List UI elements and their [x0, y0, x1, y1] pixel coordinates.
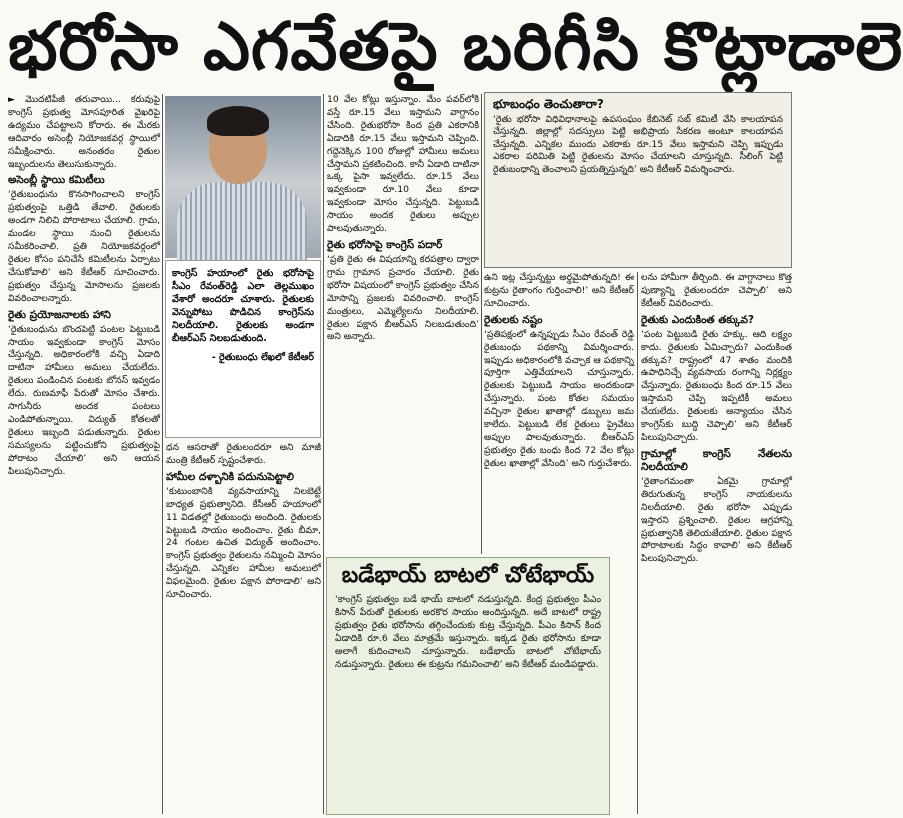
subheading: రైతు భరోసాపై కాంగ్రెస్ పదార్	[327, 238, 443, 251]
column-divider	[323, 94, 324, 814]
highlight-box	[326, 557, 610, 815]
quote-box	[165, 260, 321, 438]
subheading: అసెంబ్లీ స్థాయి కమిటీలు	[8, 174, 105, 187]
article-column-4	[484, 272, 634, 554]
quote-text: కాంగ్రెస్‌ హయాంలో రైతు భరోసాపై సీఎం రేవంత్‌రెడ్డి ఎలా తెల్లముఖం వేశారో అందరూ చూశారు. రైతులకు వెన్నుపోటు పొడిచిన కాంగ్రెస్‌ను నిలదీయాలి. రైతులకు అండగా బీఆర్‌ఎస్‌ నిలబడుతుంది.	[172, 268, 314, 344]
shirt-shape	[177, 182, 307, 262]
subheading: హామీల దళ్బానికి పదునుపెట్టాలి	[166, 470, 294, 483]
paragraph: ‘రైతుబంధును బొందపెట్టి పంటల పెట్టుబడి సాయం ఇవ్వకుండా కాంగ్రెస్ మోసం చేస్తున్నది. అధికారంలోకి వచ్చి ఏడాది దాటినా హామీలు అమలు చేయలేదు. రైతులు పండించిన పంటకు బోనస్ ఇవ్వడం లేదు. రుణమాఫీ పేరుతో మోసం చేశారు. సాగునీరు అందక పంటలు ఎండిపోతున్నాయి. విద్యుత్ కోతలతో రైతులు ఇబ్బంది పడుతున్నారు. రైతుల సమస్యలను పట్టించుకోని ప్రభుత్వంపై పోరాటం చేయాలి’ అని ఆయన పిలుపునిచ్చారు.	[8, 323, 160, 477]
article-column-5	[641, 272, 792, 814]
column-divider	[637, 272, 638, 814]
paragraph: 10 వేల కోట్లు ఇస్తున్నాం. మేం పవర్‌లోకి వస్తే రూ.15 వేలు ఇస్తామని వాగ్దానం చేసింది. రైతుభరోసా కింద ప్రతి ఎకరానికి ఏడాదికి రూ.15 వేలు ఇస్తామని చెప్పింది. గద్దెనెక్కిన 100 రోజుల్లో హామీలు అమలు చేస్తామని ప్రకటించింది. కానీ ఏడాది దాటినా ఒక్క పైసా ఇవ్వలేదు. రూ.15 వేలు ఇవ్వకుండా రూ.10 వేలు కూడా ఇవ్వకుండా మోసం చేస్తున్నది. పెట్టుబడి సాయం అందక రైతులు అప్పుల పాలవుతున్నారు.	[327, 94, 479, 235]
info-box	[484, 92, 792, 268]
subheading: రైతులకు నష్టం	[484, 313, 543, 326]
paragraph: ‘ప్రతిపక్షంలో ఉన్నప్పుడు సీఎం రేవంత్ రెడ్డి రైతుబంధు పథకాన్ని విమర్శించారు. ఇప్పుడు అధికారంలోకి వచ్చాక ఆ పథకాన్ని పూర్తిగా ఎత్తివేయాలని చూస్తున్నారు. రైతులకు పెట్టుబడి సాయం అందకుండా చేస్తున్నారు. పంట కోతల సమయం వచ్చినా రైతుల ఖాతాల్లో డబ్బులు జమ కాలేదు. పెట్టుబడి లేక రైతులు ప్రైవేటు అప్పుల పాలవుతున్నారు. బీఆర్‌ఎస్ ప్రభుత్వం రైతు బంధు కింద 72 వేల కోట్లు రైతుల ఖాతాల్లో వేసింది’ అని గుర్తుచేశారు.	[484, 328, 634, 469]
subheading: రైతు ప్రయోజనాలకు హాని	[8, 308, 111, 321]
quote-signature: - రైతుబంధు లేఖలో కేటీఆర్	[211, 352, 314, 363]
paragraph: ‘ప్రతి రైతు ఈ విషయాన్ని కరపత్రాల ద్వారా గ్రామ గ్రామాన ప్రచారం చేయాలి. రైతు భరోసా విషయంలో కాంగ్రెస్ ప్రభుత్వం చేసిన మోసాన్ని ప్రజలకు వివరించాలి. కాంగ్రెస్ మంత్రులు, ఎమ్మెల్యేలను నిలదీయాలి. రైతుల పక్షాన బీఆర్‌ఎస్ నిలబడుతుంది’ అని అన్నారు.	[327, 253, 479, 343]
article-column-2	[166, 442, 321, 814]
paragraph: లను హామీగా తీర్చింది. ఈ వాగ్దానాలు కొత్త పుణ్యాన్ని రైతులందరూ చెప్పాలి’ అని కేటీఆర్ వివరించారు.	[641, 272, 792, 309]
highlight-box-text: ‘కాంగ్రెస్ ప్రభుత్వం బడే భాయ్ బాటలో నడుస్తున్నది. కేంద్ర ప్రభుత్వం పీఎం కిసాన్ పేరుతో రైతులకు అరకొర సాయం అందిస్తున్నది. అదే బాటలో రాష్ట్ర ప్రభుత్వం రైతు భరోసాను తగ్గించేందుకు కుట్ర చేస్తున్నది. పీఎం కిసాన్ కింద ఏడాదికి రూ.6 వేలు మాత్రమే ఇస్తున్నారు. ఇక్కడ రైతు భరోసాను కూడా అలాగే కుదించాలని చూస్తున్నారు. బడేభాయ్ బాటలో చోటేభాయ్ నడుస్తున్నారు. రైతులు ఈ కుట్రను గమనించాలి’ అని కేటీఆర్ మండిపడ్డారు.	[335, 594, 601, 670]
column-divider	[481, 94, 482, 554]
paragraph: ‘కుటుంబానికి వ్యవసాయాన్ని నిలబెట్టే బాధ్యత ప్రభుత్వానిది. కేసీఆర్ హయాంలో 11 విడతల్లో రైతుబంధు అందింది. రైతులకు పెట్టుబడి సాయం అందించాం. రైతు బీమా, 24 గంటల ఉచిత విద్యుత్ అందించాం. కాంగ్రెస్ ప్రభుత్వం రైతులను నమ్మించి మోసం చేస్తున్నది. ఎన్నికల హామీల అమలులో విఫలమైంది. రైతుల పక్షాన పోరాడాలి’ అని సూచించారు.	[166, 485, 321, 601]
subheading: రైతుకు ఎందుకింత తక్కువ?	[641, 313, 755, 326]
headline: భరోసా ఎగవేతపై బరిగీసి కొట్లాడాలె	[8, 8, 903, 85]
paragraph: ‘రైతాంగమంతా ఏకమై గ్రామాల్లో తిరుగుతున్న కాంగ్రెస్ నాయకులను నిలదీయాలి. రైతు భరోసా ఎప్పుడు ఇస్తారని ప్రశ్నించాలి. రైతుల ఆగ్రహాన్ని ప్రభుత్వానికి తెలియజేయాలి. రైతుల పక్షాన పోరాటాలకు సిద్ధం కావాలి’ అని కేటీఆర్ పిలుపునిచ్చారు.	[641, 475, 792, 565]
article-column-3	[327, 94, 479, 552]
ktr-photo	[165, 96, 321, 258]
paragraph: ధన ఆసరాతో రైతులందరూ అని మాజీ మంత్రి కేటీఆర్ స్పష్టంచేశారు.	[166, 442, 321, 466]
paragraph: ‘రైతుబంధును కొనసాగించాలని కాంగ్రెస్ ప్రభుత్వంపై ఒత్తిడి తేవాలి. రైతులకు అండగా నిలిచి పోరాటాలు చేయాలి. గ్రామ, మండల స్థాయి నుంచి రైతులను సమీకరించాలి. ప్రతి నియోజకవర్గంలో రైతుల కోసం పనిచేసే కమిటీలను ఏర్పాటు చేసుకోవాలి’ అని కేటీఆర్ సూచించారు. ప్రభుత్వం చేస్తున్న మోసాలను ప్రజలకు వివరించాలన్నారు.	[8, 189, 160, 304]
article-column-1	[8, 94, 160, 814]
subheading: గ్రామాల్లో కాంగ్రెస్ నేతలను నిలదీయాలి	[641, 447, 792, 473]
paragraph: ఉని ఇట్ల చేస్తున్నట్టు అర్థమైపోతున్నది! ఈ కుట్రను రైతాంగం గుర్తించాలి!’ అని కేటీఆర్ సూచించారు.	[484, 272, 634, 309]
hair-shape	[207, 106, 269, 136]
paragraph: ► మొదటిపేజీ తరువాయి... కరువుపై కాంగ్రెస్ ప్రభుత్వ మోసపూరిత వైఖరిపై ఉద్యమం చేపట్టాలని కోరారు. ఈ మేరకు ఆదివారం అసెంబ్లీ నియోజకవర్గ స్థాయిలో సమీక్షించారు. అనంతరం రైతుల ఇబ్బందులను తెలుసుకున్నారు.	[8, 94, 160, 170]
info-box-title: భూబంధం తెంచుతారా?	[493, 97, 604, 111]
paragraph: ‘పంట పెట్టుబడి రైతు హక్కు. ఆది లక్ష్యం కాదు. రైతులకు ఏమిచ్చారు? ఎందుకింత తక్కువ? రాష్ట్రంలో 47 శాతం మందికి ఉపాధినిచ్చే వ్యవసాయ రంగాన్ని నిర్లక్ష్యం చేస్తున్నారు. రైతుబంధు కింద రూ.15 వేలు ఇస్తామని చెప్పి ఇప్పటికీ అమలు చేయలేదు. రైతులకు అన్యాయం చేసిన కాంగ్రెస్‌కు బుద్ధి చెప్పాలి’ అని కేటీఆర్ పిలుపునిచ్చారు.	[641, 328, 792, 443]
highlight-box-title: బడేభాయ్ బాటలో చోటేభాయ్	[341, 563, 595, 588]
info-box-text: ‘రైతు భరోసా విధివిధానాలపై ఉపసంఘం కేబినెట్ సబ్ కమిటీ వేసి కాలయాపన చేస్తున్నది. జిల్లాల్లో సదస్సులు పెట్టి అభిప్రాయ సేకరణ అంటూ కాలయాపన చేస్తున్నది. ఎన్నికల ముందు ఎకరాకు రూ.15 వేలు ఇస్తామని చెప్పి ఇప్పుడు ఎకరాల పరిమితి పెట్టి రైతులను మోసం చేయాలని చూస్తున్నది. సీలింగ్ పెట్టి రైతుబంధాన్ని తెంచాలని ప్రయత్నిస్తున్నది’ అని కేటీఆర్ విమర్శించారు.	[493, 113, 783, 175]
column-divider	[162, 94, 163, 814]
